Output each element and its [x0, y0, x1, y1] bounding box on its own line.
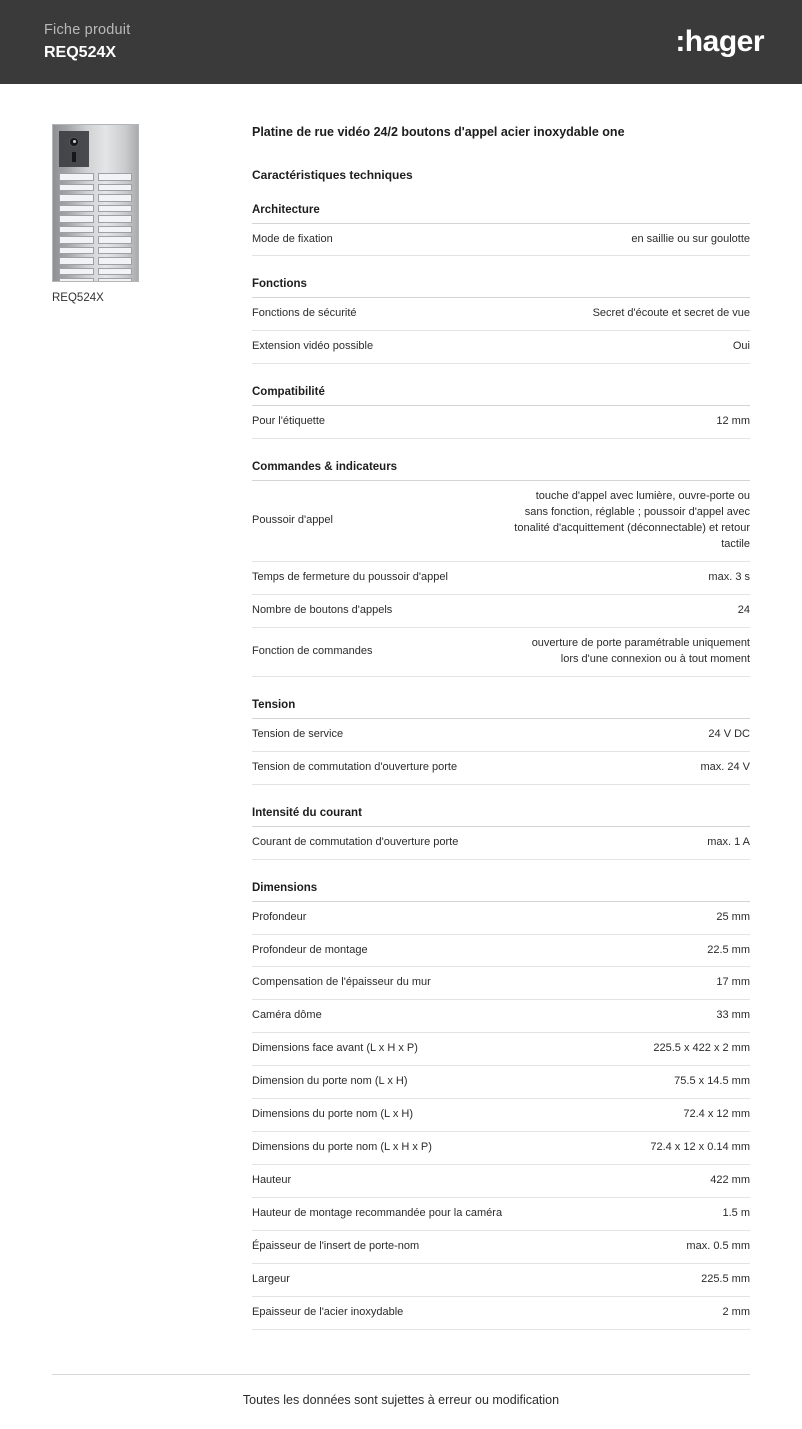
call-button-cell — [59, 257, 94, 265]
spec-label: Dimension du porte nom (L x H) — [252, 1075, 408, 1088]
call-button-cell — [98, 184, 133, 192]
spec-table — [252, 224, 750, 257]
spec-value: 24 — [737, 603, 750, 616]
spec-table — [252, 481, 750, 677]
spec-table — [252, 827, 750, 860]
spec-table — [252, 406, 750, 439]
spec-label: Hauteur — [252, 1174, 292, 1187]
table-row — [252, 1230, 750, 1263]
spec-group-title: Fonctions — [252, 278, 750, 298]
spec-value: 72.4 x 12 x 0.14 mm — [650, 1141, 750, 1154]
call-button-cell — [59, 268, 94, 276]
spec-value: Oui — [732, 340, 750, 353]
table-row — [252, 1000, 750, 1033]
product-image — [52, 124, 139, 282]
table-row — [252, 481, 750, 561]
spec-label: Courant de commutation d'ouverture porte — [252, 835, 459, 848]
spec-label: Hauteur de montage recommandée pour la caméra — [252, 1207, 503, 1219]
spec-label: Pour l'étiquette — [252, 415, 326, 428]
table-row — [252, 827, 750, 859]
spec-label: Profondeur — [252, 910, 307, 923]
call-button-cell — [98, 236, 133, 244]
page-header — [0, 0, 802, 84]
call-button-cell — [59, 226, 94, 234]
spec-label: Temps de fermeture du poussoir d'appel — [252, 571, 448, 583]
call-button-cell — [59, 194, 94, 202]
table-row — [252, 1296, 750, 1329]
spec-label: Tension de commutation d'ouverture porte — [252, 760, 458, 773]
section-heading-technical: Caractéristiques techniques — [252, 167, 413, 182]
table-row — [252, 298, 750, 330]
call-button-cell — [59, 236, 94, 244]
table-row — [252, 1033, 750, 1066]
spec-label: Caméra dôme — [252, 1009, 322, 1022]
spec-group-title: Dimensions — [252, 882, 750, 902]
page-footer: Toutes les données sont sujettes à erreur ou modification — [52, 1374, 750, 1429]
spec-table — [252, 298, 750, 364]
spec-label: Compensation de l'épaisseur du mur — [252, 976, 431, 989]
spec-value: 1.5 m — [722, 1207, 750, 1219]
call-button-cell — [59, 215, 94, 223]
spec-label: Epaisseur de l'acier inoxydable — [252, 1305, 404, 1318]
table-row — [252, 902, 750, 934]
call-button-cell — [98, 205, 133, 213]
spec-value: 33 mm — [716, 1009, 750, 1022]
hager-logo: :hager — [675, 25, 764, 58]
product-title: Platine de rue vidéo 24/2 boutons d'appel acier inoxydable one — [252, 125, 625, 139]
spec-value: max. 1 A — [707, 835, 750, 848]
spec-table — [252, 719, 750, 785]
table-row — [252, 967, 750, 1000]
table-row — [252, 1132, 750, 1165]
spec-value: ouverture de porte paramétrable uniquement lors d'une connexion ou à tout moment — [531, 636, 750, 665]
call-button-cell — [98, 257, 133, 265]
spec-value: 12 mm — [716, 415, 750, 428]
spec-value: touche d'appel avec lumière, ouvre-porte ou sans fonction, réglable ; poussoir d'appel avec tonalité d'acquittement (déconnectable) et retour tactile — [514, 490, 750, 551]
table-row — [252, 331, 750, 364]
spec-group-title: Commandes & indicateurs — [252, 461, 750, 481]
spec-value: max. 0.5 mm — [686, 1239, 750, 1252]
spec-label: Dimensions du porte nom (L x H x P) — [252, 1141, 432, 1154]
call-button-cell — [98, 268, 133, 276]
call-button-cell — [59, 173, 94, 181]
spec-groups — [252, 204, 750, 1330]
call-button-cell — [98, 194, 133, 202]
table-row — [252, 1066, 750, 1099]
product-image-caption: REQ524X — [52, 292, 104, 304]
spec-group-title: Compatibilité — [252, 386, 750, 406]
table-row — [252, 1099, 750, 1132]
call-button-cell — [98, 215, 133, 223]
table-row — [252, 224, 750, 256]
call-button-cell — [59, 278, 94, 282]
spec-value: 25 mm — [716, 910, 750, 923]
spec-value: 22.5 mm — [707, 943, 750, 956]
call-button-cell — [59, 247, 94, 255]
table-row — [252, 719, 750, 751]
specifications-column — [230, 124, 750, 1330]
document-kind-label: Fiche produit — [44, 22, 131, 39]
spec-group-title: Architecture — [252, 204, 750, 224]
spec-table — [252, 902, 750, 1330]
spec-label: Épaisseur de l'insert de porte-nom — [252, 1239, 420, 1252]
call-button-cell — [98, 226, 133, 234]
spec-value: max. 24 V — [700, 760, 750, 773]
table-row — [252, 934, 750, 967]
spec-label: Fonctions de sécurité — [252, 307, 357, 320]
card-reader-slot-icon — [72, 152, 76, 162]
spec-value: 2 mm — [722, 1305, 750, 1318]
spec-label: Largeur — [252, 1272, 290, 1285]
spec-label: Poussoir d'appel — [252, 514, 333, 527]
spec-value: 422 mm — [710, 1174, 750, 1187]
spec-label: Extension vidéo possible — [252, 340, 374, 353]
spec-value: 75.5 x 14.5 mm — [674, 1075, 750, 1088]
spec-value: max. 3 s — [708, 571, 750, 583]
spec-value: en saillie ou sur goulotte — [631, 232, 750, 245]
table-row — [252, 1198, 750, 1231]
call-button-cell — [98, 247, 133, 255]
call-button-cell — [98, 173, 133, 181]
table-row — [252, 1165, 750, 1198]
call-button-cell — [59, 184, 94, 192]
spec-label: Mode de fixation — [252, 232, 333, 245]
spec-value: Secret d'écoute et secret de vue — [592, 307, 750, 320]
product-figure — [52, 124, 139, 304]
document-reference: REQ524X — [44, 43, 117, 61]
camera-panel-icon — [59, 131, 89, 167]
spec-value: 72.4 x 12 mm — [683, 1108, 750, 1121]
spec-label: Dimensions du porte nom (L x H) — [252, 1108, 413, 1121]
table-row — [252, 1263, 750, 1296]
table-row — [252, 751, 750, 784]
table-row — [252, 406, 750, 438]
spec-value: 225.5 mm — [701, 1272, 750, 1285]
spec-value: 17 mm — [716, 976, 750, 989]
spec-label: Fonction de commandes — [252, 644, 373, 657]
page-content — [0, 84, 802, 1330]
table-row — [252, 627, 750, 676]
call-button-cell — [59, 205, 94, 213]
spec-label: Nombre de boutons d'appels — [252, 603, 393, 616]
product-image-column — [52, 124, 230, 1330]
spec-value: 24 V DC — [708, 727, 750, 740]
spec-value: 225.5 x 422 x 2 mm — [653, 1042, 750, 1055]
camera-lens-icon — [69, 137, 79, 147]
table-row — [252, 594, 750, 627]
header-title-block — [44, 21, 130, 62]
spec-label: Tension de service — [252, 727, 344, 740]
table-row — [252, 562, 750, 595]
call-button-cell — [98, 278, 133, 282]
spec-label: Dimensions face avant (L x H x P) — [252, 1042, 418, 1055]
spec-group-title: Intensité du courant — [252, 807, 750, 827]
call-button-grid — [59, 173, 132, 282]
spec-label: Profondeur de montage — [252, 943, 368, 956]
spec-group-title: Tension — [252, 699, 750, 719]
